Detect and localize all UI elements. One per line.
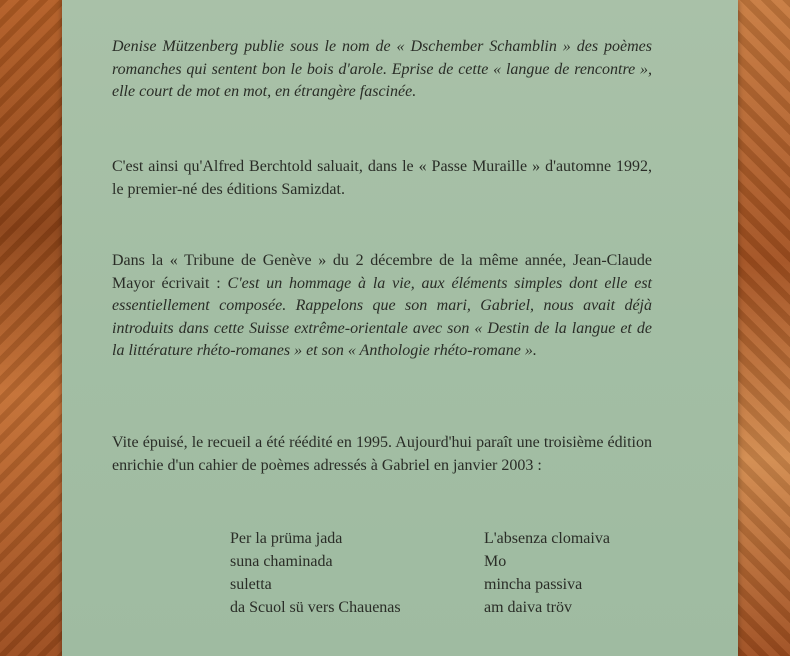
paragraph-mayor [112,250,652,363]
paragraph-reedition: Vite épuisé, le recueil a été réédité en 1995. Aujourd'hui paraît une troisième édition enrichie d'un cahier de poèmes adressés à Gabriel en janvier 2003 : [112,434,652,474]
paragraph-mayor-quote: C'est un hommage à la vie, aux éléments simples dont elle est essentiellement composée. Rappelons que son mari, Gabriel, nous avait déjà introduits dans cette Suisse extrême-orientale avec son « Destin de la langue et de la littérature rhéto-romanes » et son « Anthologie rhéto-romane ». [112,274,653,359]
paragraph-mayor-intro: Dans la « Tribune de Genève » du 2 décembre de la même année, Jean-Claude Mayor écrivait : [112,252,652,292]
poem-left-column [230,527,401,619]
poem-line: am daiva tröv [484,599,572,616]
poem-line: suna chaminada [230,553,333,570]
poem-line: Per la prüma jada [230,530,343,547]
wood-floor-right [738,0,790,656]
poem-line: da Scuol sü vers Chauenas [230,599,401,616]
paragraph-intro: Denise Mützenberg publie sous le nom de « Dschember Schamblin » des poèmes romanches qui sentent bon le bois d'arole. Eprise de cette « langue de rencontre », elle court de mot en mot, en étrangère fascinée. [112,38,652,100]
poem-right-column [484,527,610,619]
poem-line: suletta [230,576,272,593]
paragraph-berchtold: C'est ainsi qu'Alfred Berchtold saluait, dans le « Passe Muraille » d'automne 1992, le premier-né des éditions Samizdat. [112,158,652,198]
poem-line: L'absenza clomaiva [484,530,610,547]
wood-floor-left [0,0,62,656]
poem-line: mincha passiva [484,576,583,593]
poem-line: Mo [484,553,507,570]
